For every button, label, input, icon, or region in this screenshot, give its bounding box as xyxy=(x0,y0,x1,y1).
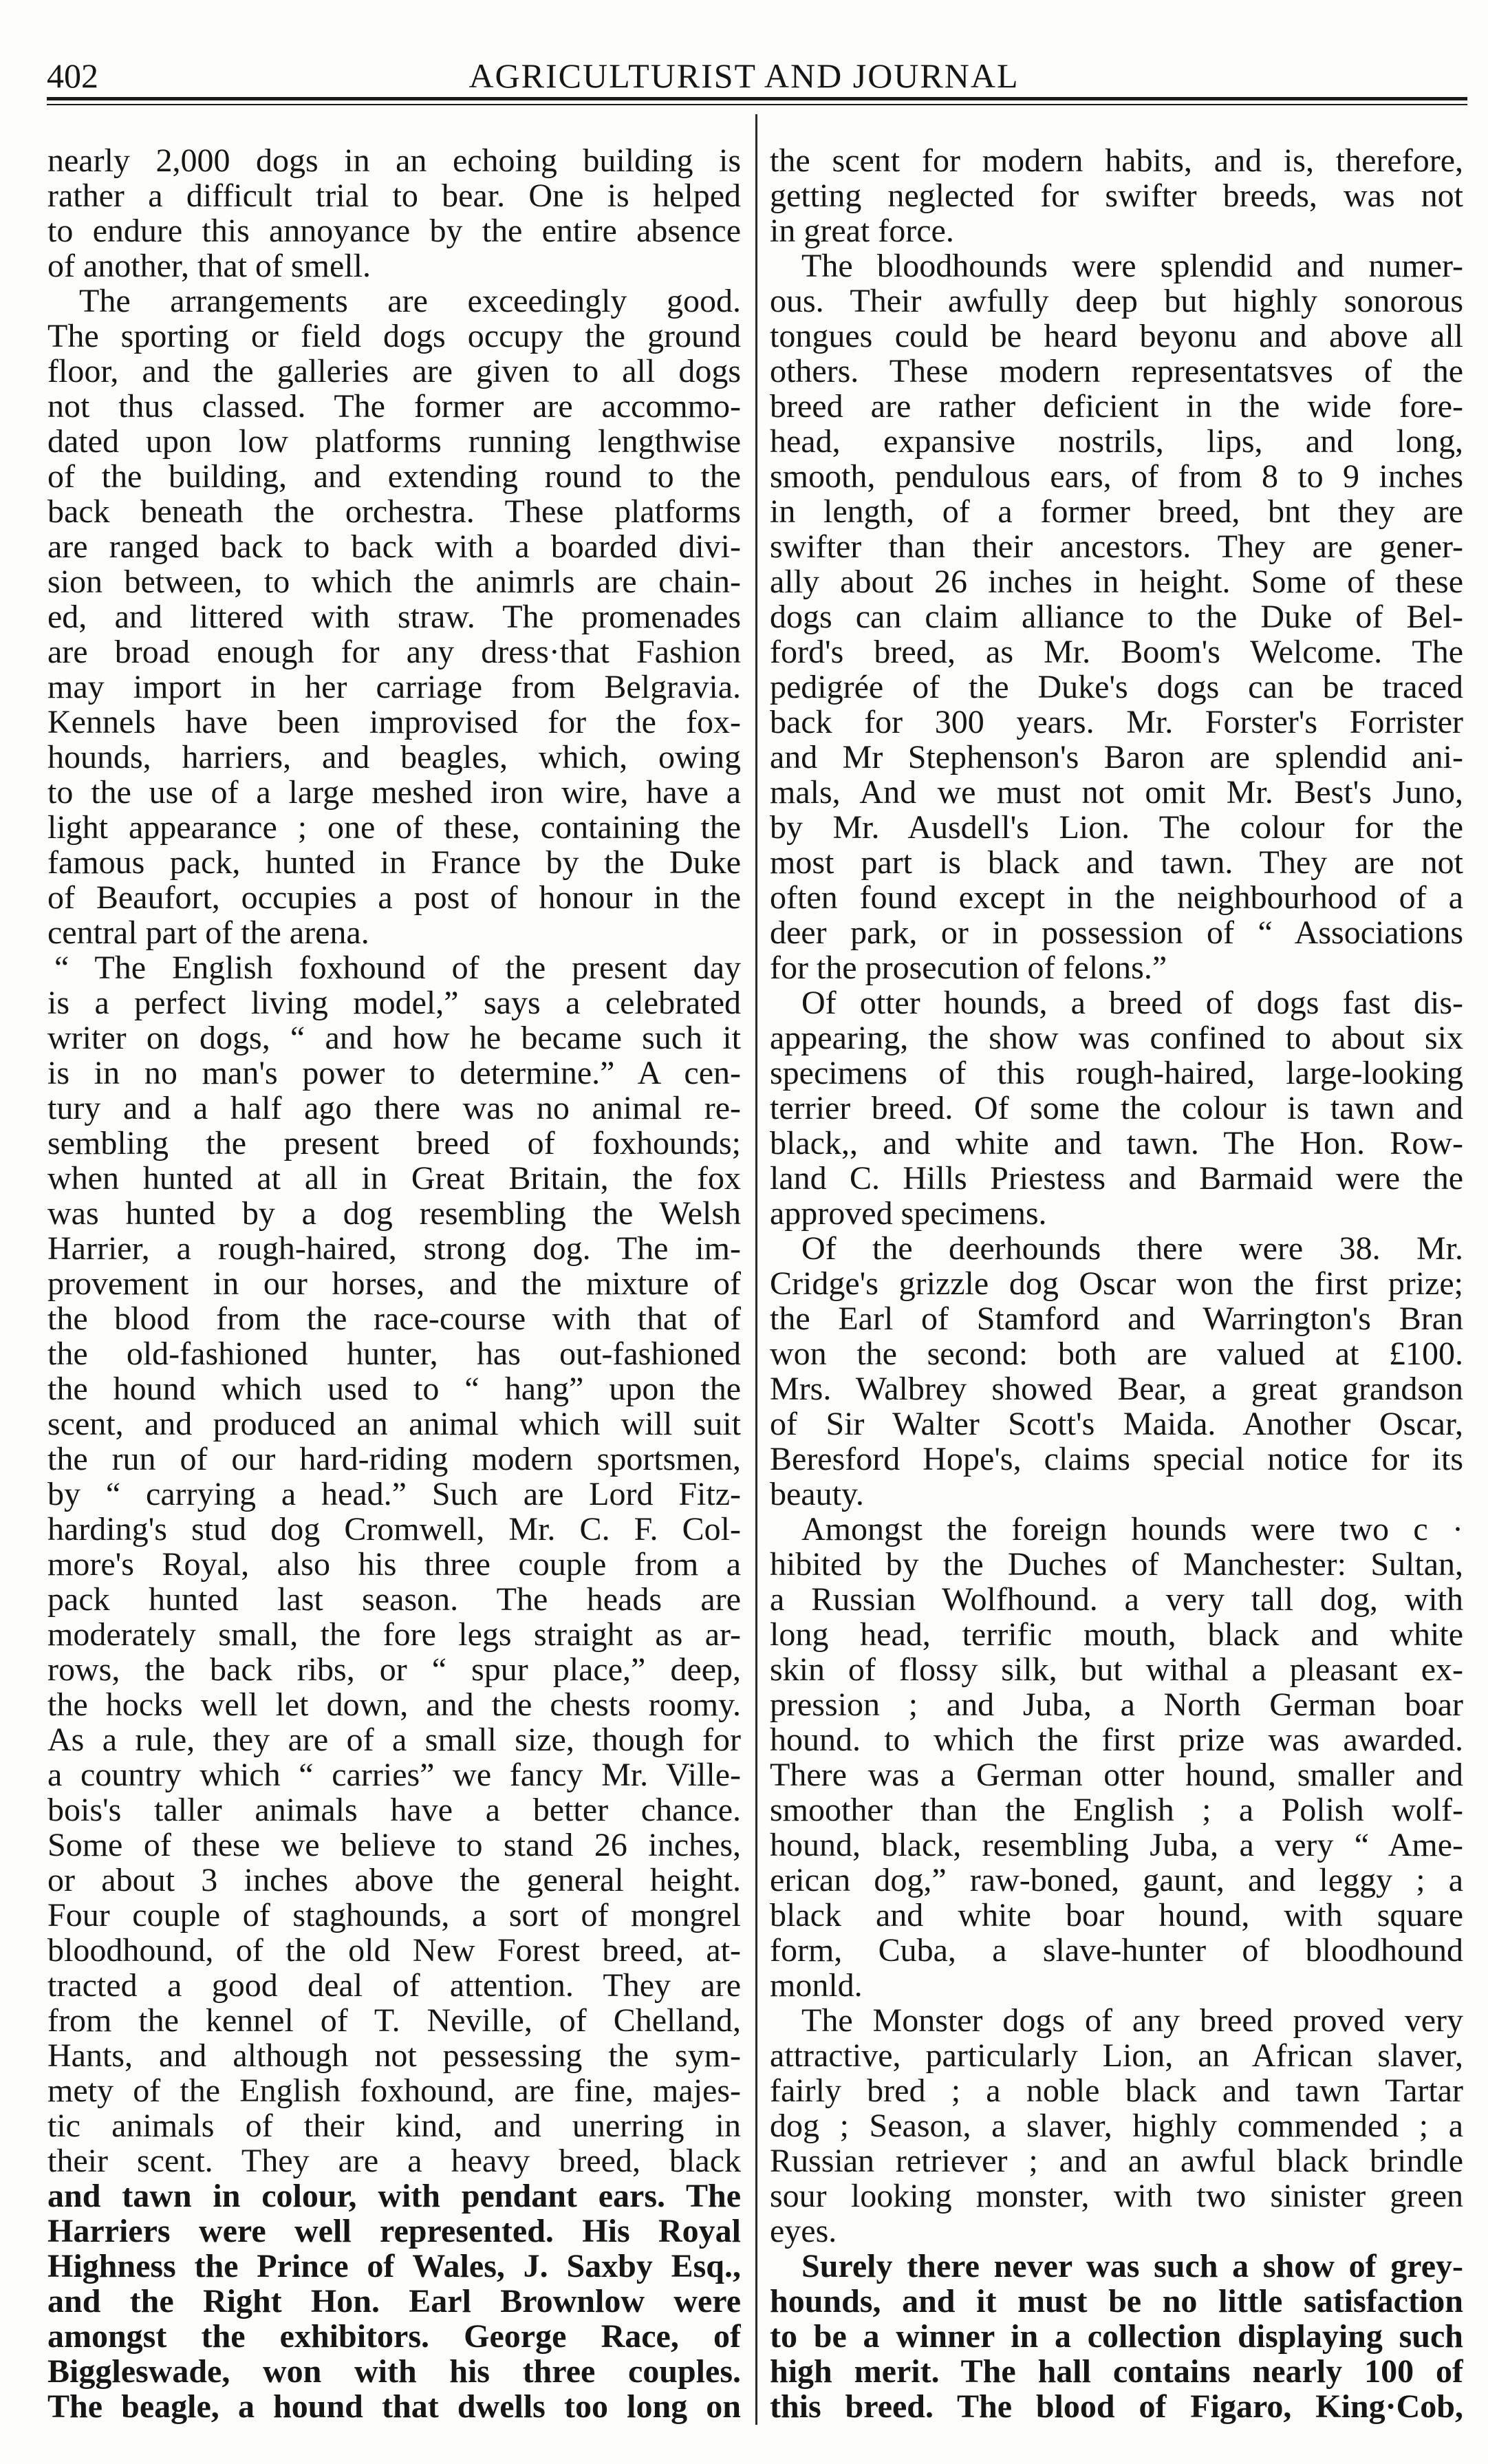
text-line: to the use of a large meshed iron wire, have a xyxy=(47,775,741,810)
text-line: from the kennel of T. Neville, of Chelland, xyxy=(47,2003,741,2038)
text-line: harding's stud dog Cromwell, Mr. C. F. Col- xyxy=(47,1512,741,1547)
text-line: As a rule, they are of a small size, though for xyxy=(47,1722,741,1757)
text-line: hound. to which the first prize was awarded. xyxy=(770,1722,1463,1757)
text-line: when hunted at all in Great Britain, the fox xyxy=(47,1161,741,1196)
text-line: Mrs. Walbrey showed Bear, a great grandson xyxy=(770,1371,1463,1406)
text-line: for the prosecution of felons.” xyxy=(770,950,1167,985)
text-line: in length, of a former breed, bnt they are xyxy=(770,494,1463,529)
text-line: hounds, and it must be no little satisfaction xyxy=(770,2284,1463,2319)
text-line: land C. Hills Priestess and Barmaid were the xyxy=(770,1161,1463,1196)
text-line: dog ; Season, a slaver, highly commended ; a xyxy=(770,2108,1463,2143)
text-line: tic animals of their kind, and unerring in xyxy=(47,2108,741,2143)
text-line: skin of flossy silk, but withal a pleasant ex- xyxy=(770,1652,1463,1687)
text-line: famous pack, hunted in France by the Duke xyxy=(47,845,741,880)
text-line: smooth, pendulous ears, of from 8 to 9 inches xyxy=(770,459,1463,494)
text-line: The beagle, a hound that dwells too long on xyxy=(47,2389,741,2424)
text-line: Beresford Hope's, claims special notice for its xyxy=(770,1442,1463,1477)
text-line: beauty. xyxy=(770,1477,864,1512)
text-line: light appearance ; one of these, containing the xyxy=(47,810,741,845)
text-line: hibited by the Duches of Manchester: Sultan, xyxy=(770,1547,1463,1582)
text-line: this breed. The blood of Figaro, King·Cob, xyxy=(770,2389,1463,2424)
text-line: amongst the exhibitors. George Race, of xyxy=(47,2319,741,2354)
text-line: appearing, the show was confined to about six xyxy=(770,1020,1463,1056)
text-line: fairly bred ; a noble black and tawn Tartar xyxy=(770,2073,1463,2108)
text-line: Amongst the foreign hounds were two c · xyxy=(801,1512,1463,1547)
text-line: ous. Their awfully deep but highly sonorous xyxy=(770,283,1463,319)
text-line: hounds, harriers, and beagles, which, owing xyxy=(47,740,741,775)
text-line: mety of the English foxhound, are fine, majes- xyxy=(47,2073,741,2108)
text-line: Biggleswade, won with his three couples. xyxy=(47,2354,741,2389)
text-line: was hunted by a dog resembling the Welsh xyxy=(47,1196,741,1231)
text-line: often found except in the neighbourhood of a xyxy=(770,880,1463,915)
text-line: monld. xyxy=(770,1968,863,2003)
text-line: the blood from the race-course with that of xyxy=(47,1301,741,1336)
text-line: rather a difficult trial to bear. One is helped xyxy=(47,178,741,213)
text-line: Russian retriever ; and an awful black brindle xyxy=(770,2143,1463,2178)
text-line: is in no man's power to determine.” A cen- xyxy=(47,1056,741,1091)
text-line: the Earl of Stamford and Warrington's Bran xyxy=(770,1301,1463,1336)
text-line: dated upon low platforms running lengthwise xyxy=(47,424,741,459)
text-line: long head, terrific mouth, black and white xyxy=(770,1617,1463,1652)
text-line: high merit. The hall contains nearly 100 of xyxy=(770,2354,1463,2389)
text-line: specimens of this rough-haired, large-looking xyxy=(770,1056,1463,1091)
text-line: pedigrée of the Duke's dogs can be traced xyxy=(770,669,1463,705)
text-line: not thus classed. The former are accommo- xyxy=(47,389,741,424)
text-line: ed, and littered with straw. The promenades xyxy=(47,599,741,634)
text-line: getting neglected for swifter breeds, was not xyxy=(770,178,1463,213)
text-line: moderately small, the fore legs straight as ar- xyxy=(47,1617,741,1652)
text-line: The sporting or field dogs occupy the ground xyxy=(47,319,741,354)
text-line: tracted a good deal of attention. They are xyxy=(47,1968,741,2003)
text-line: and Mr Stephenson's Baron are splendid ani- xyxy=(770,740,1463,775)
text-line: of another, that of smell. xyxy=(47,248,371,283)
text-line: may import in her carriage from Belgravia. xyxy=(47,669,741,705)
text-line: provement in our horses, and the mixture of xyxy=(47,1266,741,1301)
text-line: Surely there never was such a show of grey- xyxy=(801,2249,1463,2284)
text-line: their scent. They are a heavy breed, black xyxy=(47,2143,741,2178)
text-line: to be a winner in a collection displaying such xyxy=(770,2319,1463,2354)
text-line: black and white boar hound, with square xyxy=(770,1898,1463,1933)
text-line: dogs can claim alliance to the Duke of Bel- xyxy=(770,599,1463,634)
text-line: central part of the arena. xyxy=(47,915,369,950)
text-line: in great force. xyxy=(770,213,954,248)
text-line: floor, and the galleries are given to all dogs xyxy=(47,354,741,389)
text-line: won the second: both are valued at £100. xyxy=(770,1336,1463,1371)
text-line: the scent for modern habits, and is, therefore, xyxy=(770,143,1463,178)
text-line: tury and a half ago there was no animal re- xyxy=(47,1091,741,1126)
text-line: “ The English foxhound of the present day xyxy=(54,950,741,985)
text-line: head, expansive nostrils, lips, and long, xyxy=(770,424,1463,459)
text-line: sour looking monster, with two sinister green xyxy=(770,2178,1463,2214)
text-line: Some of these we believe to stand 26 inches, xyxy=(47,1828,741,1863)
text-line: ally about 26 inches in height. Some of these xyxy=(770,564,1463,599)
text-line: ford's breed, as Mr. Boom's Welcome. The xyxy=(770,634,1463,669)
text-line: swifter than their ancestors. They are gener- xyxy=(770,529,1463,564)
text-line: of Beaufort, occupies a post of honour in the xyxy=(47,880,741,915)
text-line: back beneath the orchestra. These platforms xyxy=(47,494,741,529)
text-line: There was a German otter hound, smaller and xyxy=(770,1757,1463,1792)
text-line: The arrangements are exceedingly good. xyxy=(79,283,741,319)
text-line: Of otter hounds, a breed of dogs fast dis- xyxy=(801,985,1463,1020)
text-line: terrier breed. Of some the colour is tawn and xyxy=(770,1091,1463,1126)
text-line: pack hunted last season. The heads are xyxy=(47,1582,741,1617)
text-line: pression ; and Juba, a North German boar xyxy=(770,1687,1463,1722)
page-number: 402 xyxy=(47,56,98,95)
text-line: the hocks well let down, and the chests roomy. xyxy=(47,1687,741,1722)
text-line: Harriers were well represented. His Royal xyxy=(47,2214,741,2249)
text-line: sembling the present breed of foxhounds; xyxy=(47,1126,741,1161)
text-line: Cridge's grizzle dog Oscar won the first prize; xyxy=(770,1266,1463,1301)
text-line: or about 3 inches above the general height. xyxy=(47,1863,741,1898)
text-line: Highness the Prince of Wales, J. Saxby Esq., xyxy=(47,2249,741,2284)
text-line: smoother than the English ; a Polish wolf- xyxy=(770,1792,1463,1828)
text-line: to endure this annoyance by the entire absence xyxy=(47,213,741,248)
text-line: mals, And we must not omit Mr. Best's Juno, xyxy=(770,775,1463,810)
text-line: of the building, and extending round to the xyxy=(47,459,741,494)
text-line: nearly 2,000 dogs in an echoing building is xyxy=(47,143,741,178)
text-line: the run of our hard-riding modern sportsmen, xyxy=(47,1442,741,1477)
text-line: erican dog,” raw-boned, gaunt, and leggy ; a xyxy=(770,1863,1463,1898)
text-line: hound, black, resembling Juba, a very “ Ame- xyxy=(770,1828,1463,1863)
text-line: Hants, and although not pessessing the sym- xyxy=(47,2038,741,2073)
text-line: by Mr. Ausdell's Lion. The colour for the xyxy=(770,810,1463,845)
header-rule-thick xyxy=(47,97,1467,100)
text-line: approved specimens. xyxy=(770,1196,1047,1231)
text-line: eyes. xyxy=(770,2214,837,2249)
text-line: others. These modern representatsves of the xyxy=(770,354,1463,389)
text-line: of Sir Walter Scott's Maida. Another Oscar, xyxy=(770,1406,1463,1442)
text-line: a Russian Wolfhound. a very tall dog, with xyxy=(770,1582,1463,1617)
text-line: writer on dogs, “ and how he became such it xyxy=(47,1020,741,1056)
text-line: a country which “ carries” we fancy Mr. Ville- xyxy=(47,1757,741,1792)
text-line: attractive, particularly Lion, an African slaver, xyxy=(770,2038,1463,2073)
text-line: are ranged back to back with a boarded divi- xyxy=(47,529,741,564)
text-line: sion between, to which the animrls are chain- xyxy=(47,564,741,599)
text-line: the old-fashioned hunter, has out-fashioned xyxy=(47,1336,741,1371)
text-line: scent, and produced an animal which will suit xyxy=(47,1406,741,1442)
text-line: more's Royal, also his three couple from a xyxy=(47,1547,741,1582)
text-line: are broad enough for any dress·that Fashion xyxy=(47,634,741,669)
text-line: back for 300 years. Mr. Forster's Forrister xyxy=(770,705,1463,740)
text-line: bois's taller animals have a better chance. xyxy=(47,1792,741,1828)
text-line: Harrier, a rough-haired, strong dog. The im- xyxy=(47,1231,741,1266)
text-line: breed are rather deficient in the wide fore- xyxy=(770,389,1463,424)
text-line: and the Right Hon. Earl Brownlow were xyxy=(47,2284,741,2319)
text-line: The bloodhounds were splendid and numer- xyxy=(801,248,1463,283)
text-line: The Monster dogs of any breed proved very xyxy=(801,2003,1463,2038)
text-line: Of the deerhounds there were 38. Mr. xyxy=(801,1231,1463,1266)
running-header-title: AGRICULTURIST AND JOURNAL xyxy=(468,56,1020,95)
left-column xyxy=(47,143,741,2424)
text-line: bloodhound, of the old New Forest breed, at- xyxy=(47,1933,741,1968)
text-line: black,, and white and tawn. The Hon. Row- xyxy=(770,1126,1463,1161)
text-line: most part is black and tawn. They are not xyxy=(770,845,1463,880)
text-line: is a perfect living model,” says a celebrated xyxy=(47,985,741,1020)
text-line: Kennels have been improvised for the fox- xyxy=(47,705,741,740)
text-line: Four couple of staghounds, a sort of mongrel xyxy=(47,1898,741,1933)
right-column xyxy=(770,143,1463,2424)
text-line: the hound which used to “ hang” upon the xyxy=(47,1371,741,1406)
text-line: rows, the back ribs, or “ spur place,” deep, xyxy=(47,1652,741,1687)
header-rule-thin xyxy=(47,104,1467,105)
text-line: deer park, or in possession of “ Associations xyxy=(770,915,1463,950)
text-line: tongues could be heard beyonu and above all xyxy=(770,319,1463,354)
text-line: and tawn in colour, with pendant ears. The xyxy=(47,2178,741,2214)
column-divider xyxy=(755,114,757,2425)
text-line: form, Cuba, a slave-hunter of bloodhound xyxy=(770,1933,1463,1968)
text-line: by “ carrying a head.” Such are Lord Fitz- xyxy=(47,1477,741,1512)
